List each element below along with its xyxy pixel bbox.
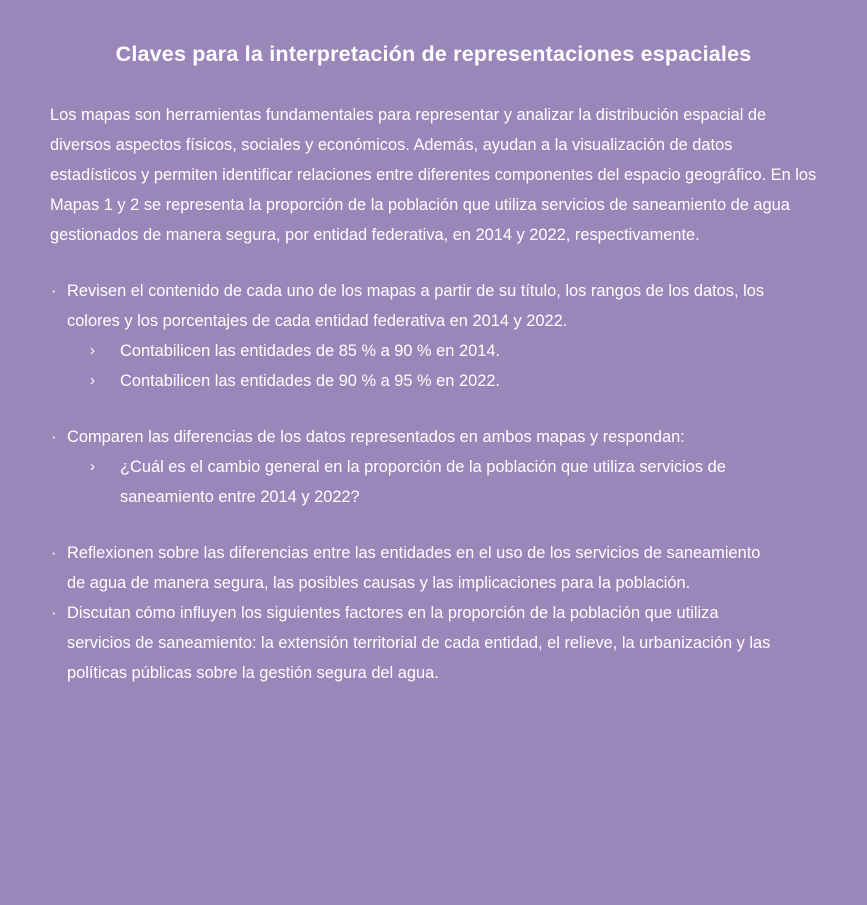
sub-list-item-text: ¿Cuál es el cambio general en la proporción de la población que utiliza servicios de saneamiento entre 2014 y 2022? bbox=[120, 457, 726, 506]
instruction-group-3 bbox=[50, 538, 819, 598]
list-item bbox=[50, 422, 780, 452]
sub-list-item bbox=[50, 366, 790, 396]
list-item bbox=[50, 598, 780, 688]
list-item-text: Reflexionen sobre las diferencias entre las entidades en el uso de los servicios de saneamiento de agua de manera segura, las posibles causas y las implicaciones para la población. bbox=[67, 543, 761, 592]
bullet-marker-icon: · bbox=[51, 603, 57, 622]
sub-list-item-text: Contabilicen las entidades de 90 % a 95 % en 2022. bbox=[120, 371, 500, 390]
chevron-right-icon: › bbox=[90, 341, 95, 359]
sub-list-item bbox=[50, 336, 790, 366]
chevron-right-icon: › bbox=[90, 457, 95, 475]
list-item-text: Revisen el contenido de cada uno de los mapas a partir de su título, los rangos de los datos, los colores y los porcentajes de cada entidad federativa en 2014 y 2022. bbox=[67, 281, 765, 330]
sub-list-item bbox=[50, 452, 790, 512]
instruction-group-4 bbox=[50, 598, 819, 688]
bullet-marker-icon: · bbox=[51, 427, 57, 446]
sublist-1 bbox=[50, 336, 819, 396]
sublist-2 bbox=[50, 452, 819, 512]
page-title: Claves para la interpretación de representaciones espaciales bbox=[115, 42, 752, 66]
sub-list-item-text: Contabilicen las entidades de 85 % a 90 % en 2014. bbox=[120, 341, 500, 360]
list-item bbox=[50, 538, 780, 598]
bullet-marker-icon: · bbox=[51, 543, 57, 562]
bullet-marker-icon: · bbox=[51, 281, 57, 300]
instruction-group-1 bbox=[50, 276, 819, 396]
list-item-text: Discutan cómo influyen los siguientes factores en la proporción de la población que utiliza servicios de saneamiento: la extensión territorial de cada entidad, el relieve, la urbanización y las políticas públicas sobre la gestión segura del agua. bbox=[67, 603, 771, 682]
intro-paragraph: Los mapas son herramientas fundamentales para representar y analizar la distribución espacial de diversos aspectos físicos, sociales y económicos. Además, ayudan a la visualización de datos estadísticos y permiten identificar relaciones entre diferentes componentes del espacio geográfico. En los Mapas 1 y 2 se representa la proporción de la población que utiliza servicios de saneamiento de agua gestionados de manera segura, por entidad federativa, en 2014 y 2022, respectivamente. bbox=[50, 105, 817, 244]
chevron-right-icon: › bbox=[90, 371, 95, 389]
instruction-group-2 bbox=[50, 422, 819, 512]
content-body bbox=[0, 68, 867, 688]
list-item-text: Comparen las diferencias de los datos representados en ambos mapas y respondan: bbox=[67, 427, 685, 446]
list-item bbox=[50, 276, 780, 336]
